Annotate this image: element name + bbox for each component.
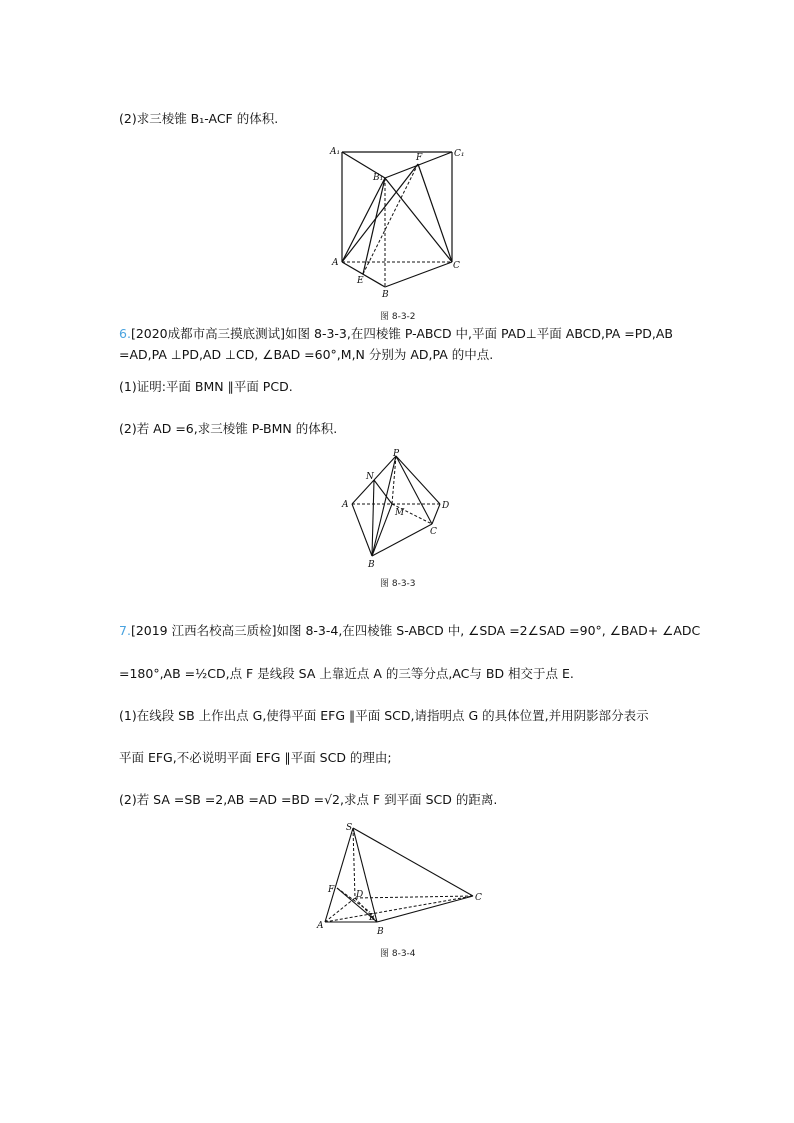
fig1-label-e: E <box>357 276 364 286</box>
q6-number: 6. <box>119 326 131 341</box>
fig1-label-c: C <box>453 261 460 271</box>
q6-part1: (1)证明:平面 BMN ∥平面 PCD. <box>119 379 293 394</box>
fig3-caption: 图 8-3-4 <box>380 949 416 959</box>
q7-text1: 如图 8-3-4,在四棱锥 S-ABCD 中, ∠SDA =2∠SAD =90°, ∠BAD+ ∠ADC <box>276 623 701 638</box>
fig3-label-f: F <box>328 885 335 895</box>
fig2-caption: 图 8-3-3 <box>380 579 416 589</box>
fig1-label-b1: B₁ <box>373 173 384 183</box>
q7-part1a: (1)在线段 SB 上作出点 G,使得平面 EFG ∥平面 SCD,请指明点 G 的具体位置,并用阴影部分表示 <box>119 708 649 723</box>
figure-8-3-3 <box>340 448 460 573</box>
fig3-label-s: S <box>346 823 353 833</box>
q7-part2: (2)若 SA =SB =2,AB =AD =BD =√2,求点 F 到平面 SCD 的距离. <box>119 792 498 807</box>
fig2-label-a: A <box>342 500 349 510</box>
q6-source: [2020成都市高三摸底测试] <box>130 326 286 341</box>
figure-8-3-4 <box>315 822 485 937</box>
fig2-label-c: C <box>430 527 437 537</box>
fig3-label-d: D <box>356 890 364 900</box>
q6-part2: (2)若 AD =6,求三棱锥 P-BMN 的体积. <box>119 421 338 436</box>
q7-line1 <box>119 622 700 640</box>
fig1-label-b: B <box>382 290 389 300</box>
figure-8-3-2 <box>330 142 470 302</box>
fig1-label-f: F <box>416 153 423 163</box>
fig1-label-a1: A₁ <box>330 147 341 157</box>
fig2-label-d: D <box>442 501 450 511</box>
fig3-label-a: A <box>317 921 324 931</box>
fig3-label-e: E <box>369 913 376 923</box>
q5-part2: (2)求三棱锥 B₁-ACF 的体积. <box>119 111 279 126</box>
fig2-label-b: B <box>368 560 375 570</box>
fig1-caption: 图 8-3-2 <box>380 312 416 322</box>
fig1-label-c1: C₁ <box>454 149 465 159</box>
fig1-label-a: A <box>332 258 339 268</box>
q7-line2: =180°,AB =½CD,点 F 是线段 SA 上靠近点 A 的三等分点,AC与 BD 相交于点 E. <box>119 666 574 681</box>
q6-text1: 如图 8-3-3,在四棱锥 P-ABCD 中,平面 PAD⊥平面 ABCD,PA =PD,AB <box>285 326 674 341</box>
fig3-label-c: C <box>475 893 482 903</box>
fig2-label-n: N <box>366 472 374 482</box>
fig2-label-p: P <box>393 449 400 459</box>
q7-part1b: 平面 EFG,不必说明平面 EFG ∥平面 SCD 的理由; <box>119 750 392 765</box>
q6-line2: =AD,PA ⊥PD,AD ⊥CD, ∠BAD =60°,M,N 分别为 AD,PA 的中点. <box>119 347 494 362</box>
fig2-label-m: M <box>395 508 405 518</box>
q6-line1 <box>119 325 673 343</box>
fig3-label-b: B <box>377 927 384 937</box>
q7-source: [2019 江西名校高三质检] <box>130 623 277 638</box>
q7-number: 7. <box>119 623 131 638</box>
